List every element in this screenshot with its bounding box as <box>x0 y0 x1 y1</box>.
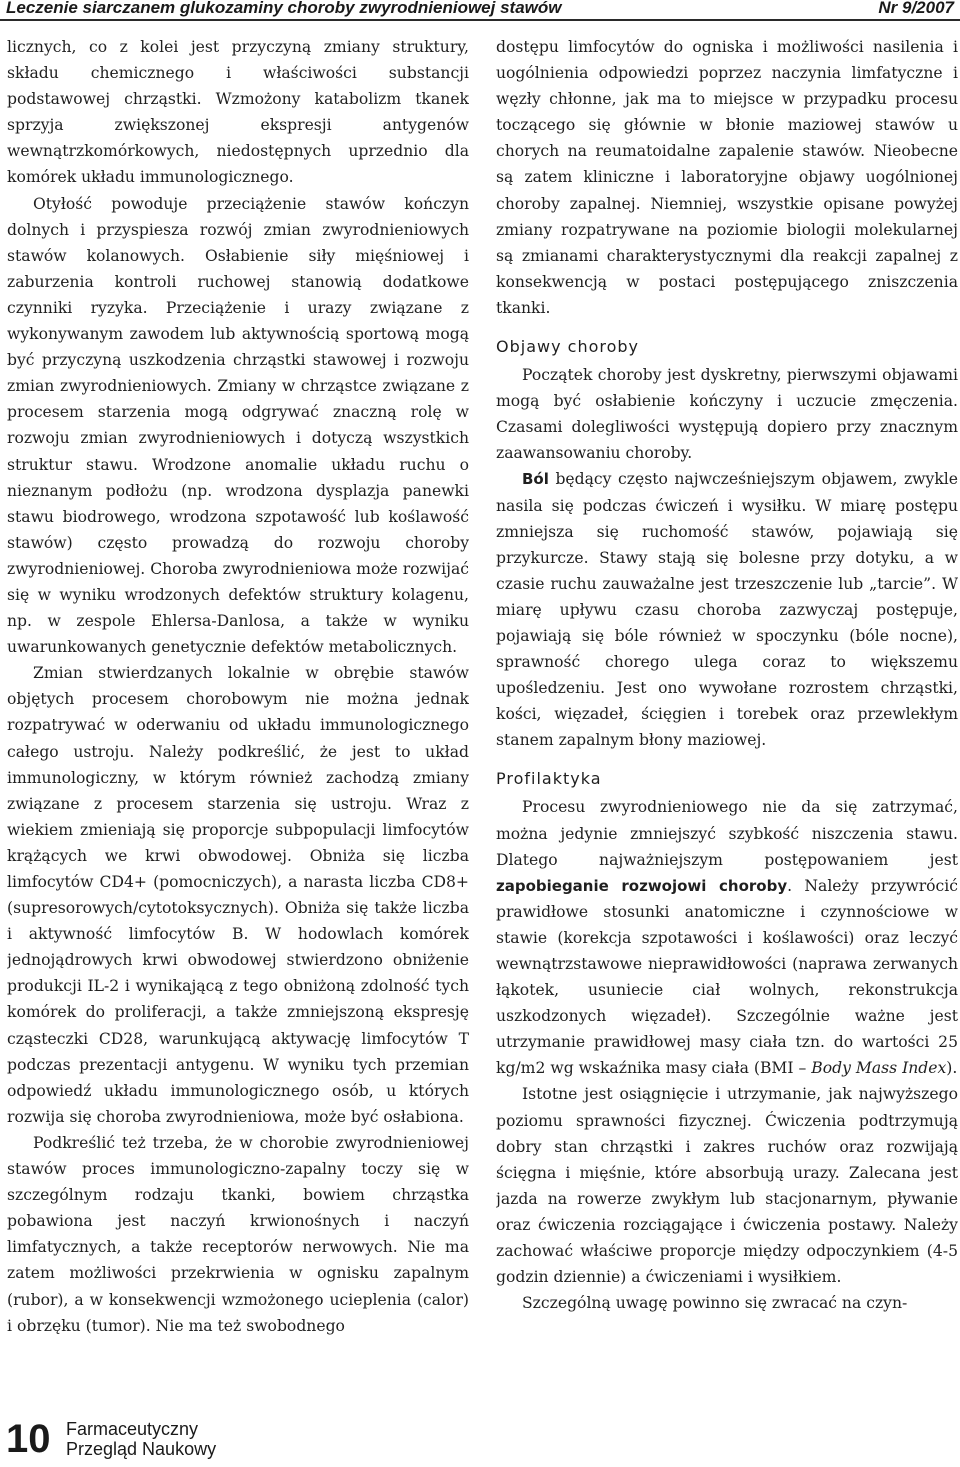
paragraph: licznych, co z kolei jest przyczyną zmiany struktury, składu chemicznego i właściwości substancji podstawowej chrząstki. Wzmożony katabolizm tkanek sprzyja zwiększonej ekspresji antygenów wewnątrzkomórkowych, niedostępnych uprzednio dla komórek układu immunologicznego. <box>7 38 469 187</box>
paragraph-text: . Należy przywrócić prawidłowe stosunki anatomiczne i czynnościowe w stawie (korekcja szpotawości i koślawości) oraz leczyć wewnątrzstawowe nieprawidłowości (naprawa zerwanych łąkotek, usuniecie ciał wolnych, rekonstrukcja uszkodzonych więzadeł). Szczególnie ważne jest utrzymanie prawidłowej masy ciała tzn. do wartości 25 kg/m2 wg wskaźnika masy ciała (BMI – <box>496 876 958 1078</box>
journal-name <box>66 1419 306 1459</box>
italic-term: Body Mass Index <box>811 1059 947 1078</box>
paragraph: Istotne jest osiągnięcie i utrzymanie, jak najwyższego poziomu sprawności fizycznej. Ćwiczenia podtrzymują dobry stan chrząstki i zakres ruchów oraz rozwijają ścięgna i mięśnie, które absorbują urazy. Zalecana jest jazda na rowerze zwykłym lub stacjonarnym, pływanie oraz ćwiczenia rozciągające i ćwiczenia postawy. Należy zachować właściwe proporcje między odpoczynkiem (4-5 godzin dziennie) a ćwiczeniami i wysiłkiem. <box>496 1085 958 1287</box>
section-heading-symptoms: Objawy choroby <box>496 337 640 357</box>
paragraph <box>496 466 958 753</box>
paragraph: Podkreślić też trzeba, że w chorobie zwyrodnieniowej stawów proces immunologiczno-zapalny toczy się w szczególnym rodzaju tkanki, bowiem chrząstka pobawiona jest naczyń krwionośnych i naczyń limfatycznych, a także receptorów nerwowych. Nie ma zatem możliwości przekrwienia w ognisku zapalnym (rubor), a w konsekwencji wzmożonego ucieplenia (calor) i obrzęku (tumor). Nie ma też swobodnego <box>7 1133 469 1335</box>
journal-name-line: Przegląd Naukowy <box>66 1439 217 1459</box>
paragraph-text: Procesu zwyrodnieniowego nie da się zatrzymać, można jedynie zmniejszyć szybkość niszczenia stawu. Dlatego najważniejszym postępowaniem jest <box>496 798 958 869</box>
running-title: Leczenie siarczanem glukozaminy choroby zwyrodnieniowej stawów <box>6 0 562 17</box>
bold-term: zapobieganie rozwojowi choroby <box>496 876 788 895</box>
bold-term: Ból <box>522 470 549 489</box>
paragraph <box>496 794 958 1081</box>
paragraph: Zmian stwierdzanych lokalnie w obrębie stawów objętych procesem chorobowym nie można jednak rozpatrywać w oderwaniu od układu immunologicznego całego ustroju. Należy podkreślić, że jest to układ immunologiczny, w którym również zachodzą zmiany związane z procesem starzenia się ustroju. Wraz z wiekiem zmieniają się proporcje subpopulacji limfocytów krążących we krwi obwodowej. Obniża się liczba limfocytów CD4+ (pomocniczych), a narasta liczba CD8+ (supresorowych/cytotoksycznych). Obniża się także liczba i aktywność limfocytów B. W hodowlach komórek jednojądrowych krwi obwodowej stwierdzono obniżenie produkcji IL-2 i wynikającą z tego obniżoną zdolność tych komórek do proliferacji, a także zmniejszoną ekspresję cząsteczki CD28, warunkującą aktywację limfocytów T podczas prezentacji antygenu. W wyniku tych przemian odpowiedź układu immunologicznego osób, u których rozwija się choroba zwyrodnieniowa, może być osłabiona. <box>7 664 469 1126</box>
right-column <box>496 34 958 1424</box>
paragraph: Początek choroby jest dyskretny, pierwszymi objawami mogą być osłabienie kończyny i uczucie zmęczenia. Czasami dolegliwości występują dopiero przy znacznym zaawansowaniu choroby. <box>496 366 958 463</box>
running-header <box>0 0 960 21</box>
left-column <box>7 34 469 1406</box>
issue-number: Nr 9/2007 <box>878 0 954 17</box>
paragraph-text: będący często najwcześniejszym objawem, zwykle nasila się podczas ćwiczeń i wysiłku. W miarę postępu zmniejsza się ruchomość stawów, pojawiają się przykurcze. Stawy stają się bolesne przy dotyku, a w czasie ruchu zauważalne jest trzeszczenie lub „tarcie”. W miarę upływu czasu choroba zazwyczaj postępuje, pojawiają się bóle również w spoczynku (bóle nocne), sprawność chorego ulega coraz to większemu upośledzeniu. Jest ono wywołane rozrostem chrząstki, kości, więzadeł, ścięgien i torebek oraz przewlekłym stanem zapalnym błony maziowej. <box>496 470 958 750</box>
page-number: 10 <box>6 1417 51 1461</box>
section-heading-prevention: Profilaktyka <box>496 769 602 789</box>
paragraph-text: ). <box>946 1059 958 1078</box>
paragraph: dostępu limfocytów do ogniska i możliwości nasilenia i uogólnienia odpowiedzi poprzez naczynia limfatyczne i węzły chłonne, jak ma to miejsce w przypadku procesu toczącego się głównie w błonie maziowej stawów u chorych na reumatoidalne zapalenie stawów. Nieobecne są zatem kliniczne i laboratoryjne objawy uogólnionej choroby zapalnej. Niemniej, wszystkie opisane powyżej zmiany rozpatrywane na poziomie biologii molekularnej są zmianami charakterystycznymi dla reakcji zapalnej z konsekwencją w postaci postępującego zniszczenia tkanki. <box>496 38 958 317</box>
paragraph: Otyłość powoduje przeciążenie stawów kończyn dolnych i przyspiesza rozwój zmian zwyrodnieniowych stawów kolanowych. Osłabienie siły mięśniowej i zaburzenia kontroli ruchowej stanowią dodatkowe czynniki ryzyka. Przeciążenie i urazy związane z wykonywanym zawodem lub aktywnością sportową mogą być przyczyną uszkodzenia chrząstki stawowej i rozwoju zmian zwyrodnieniowych. Zmiany w chrząstce związane z procesem starzenia mogą odgrywać znaczną rolę w rozwoju zmian zwyrodnieniowych i dotyczą wszystkich struktur stawu. Wrodzone anomalie układu ruchu o nieznanym podłożu (np. wrodzona dysplazja panewki stawu biodrowego, wrodzona szpotawość lub koślawość stawów) często prowadzą do rozwoju choroby zwyrodnieniowej. Choroba zwyrodnieniowa może rozwijać się w wyniku wrodzonych defektów struktury kolagenu, np. w zespole Ehlersa-Danlosa, a także w wyniku uwarunkowanych genetycznie defektów metabolicznych. <box>7 194 469 657</box>
paragraph: Szczególną uwagę powinno się zwracać na czyn- <box>522 1294 908 1313</box>
journal-name-line: Farmaceutyczny <box>66 1419 199 1439</box>
